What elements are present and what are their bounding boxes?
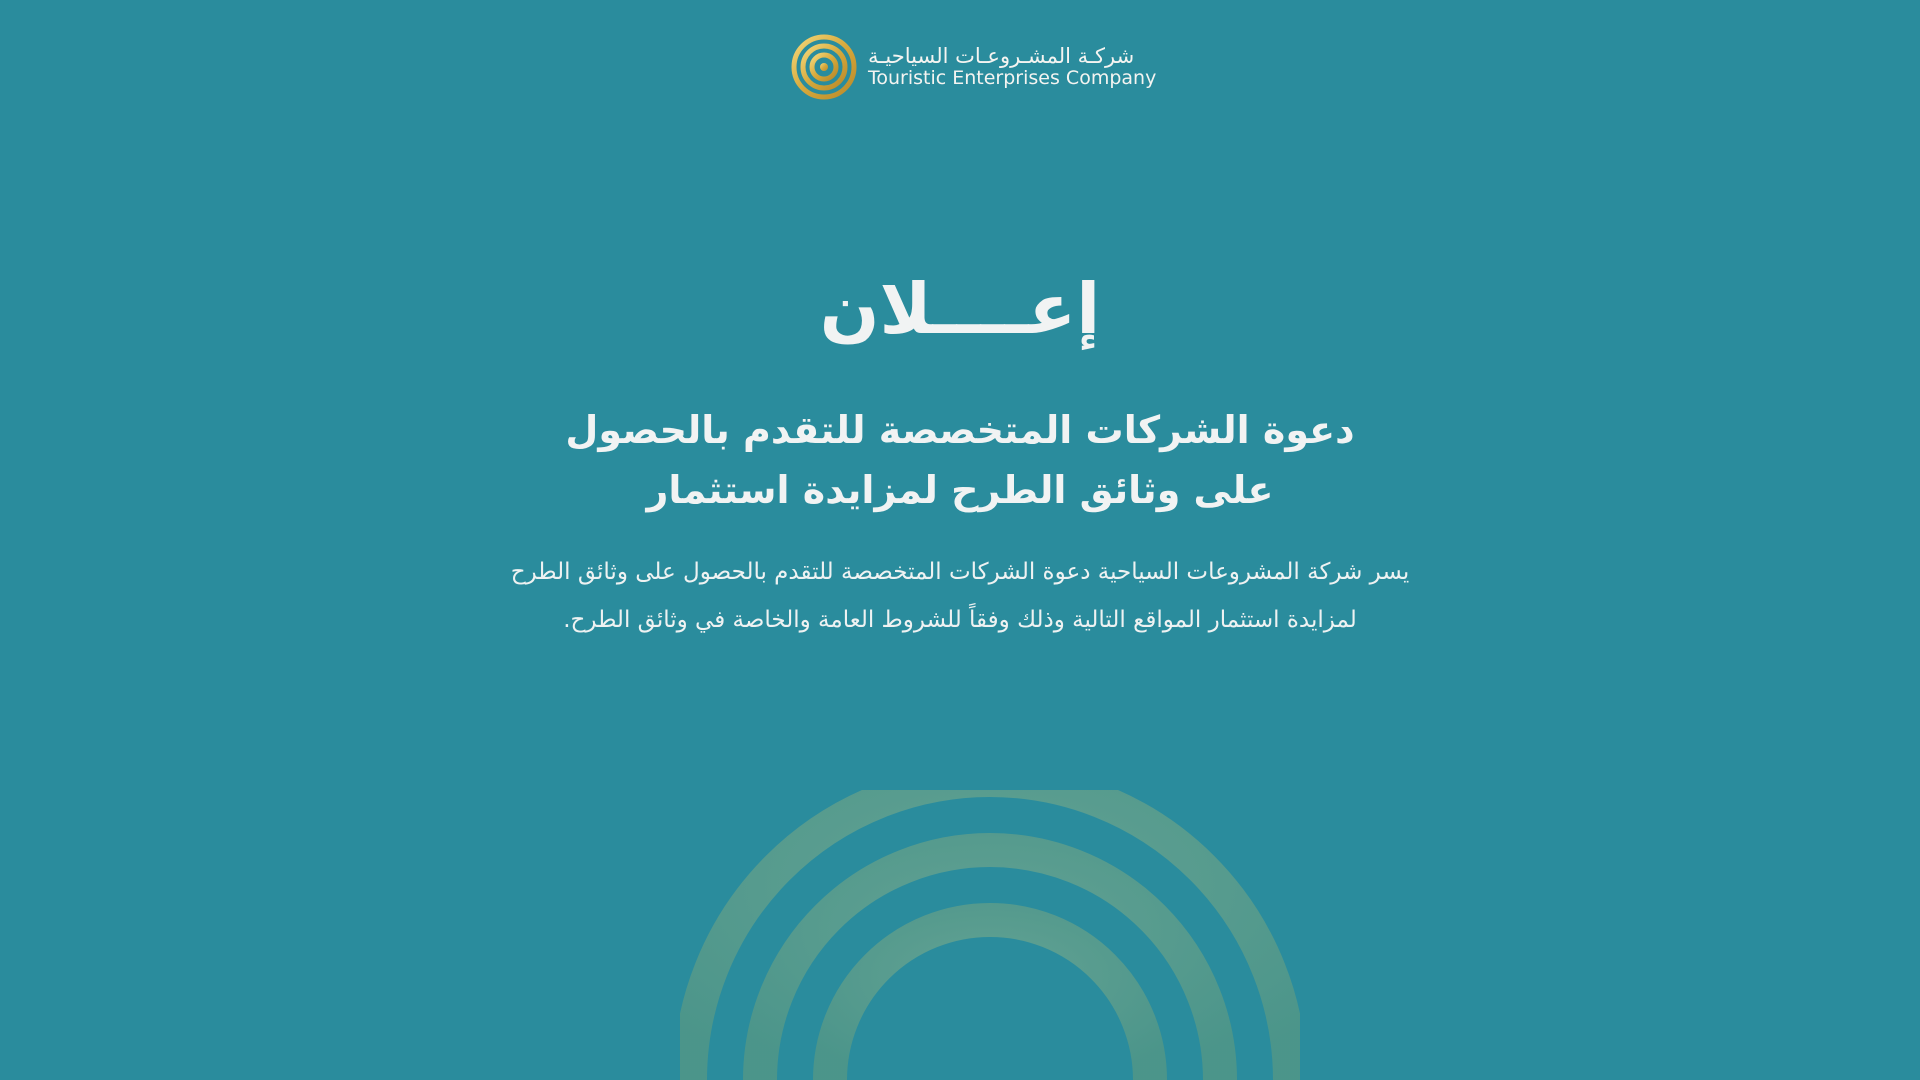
company-name-arabic: شركـة المشـروعـات السياحيـة [868,44,1135,68]
subtitle-line-1: دعوة الشركات المتخصصة للتقدم بالحصول [565,408,1355,452]
announcement-body [0,548,1920,644]
subtitle-line-2: على وثائق الطرح لمزايدة استثمار [646,468,1274,512]
announcement-title: إعــــلان [819,268,1101,350]
concentric-arcs-decoration [680,790,1300,1080]
logo-text [868,45,1156,89]
concentric-circles-logo-icon [790,33,858,101]
inner-arc [830,920,1150,1080]
company-logo [790,32,1190,102]
body-line-1: يسر شركة المشروعات السياحية دعوة الشركات المتخصصة للتقدم بالحصول على وثائق الطرح [510,559,1410,585]
company-name-english: Touristic Enterprises Company [868,67,1157,90]
announcement-subtitle [0,400,1920,520]
body-line-2: لمزايدة استثمار المواقع التالية وذلك وفقاً للشروط العامة والخاصة في وثائق الطرح. [563,607,1357,633]
